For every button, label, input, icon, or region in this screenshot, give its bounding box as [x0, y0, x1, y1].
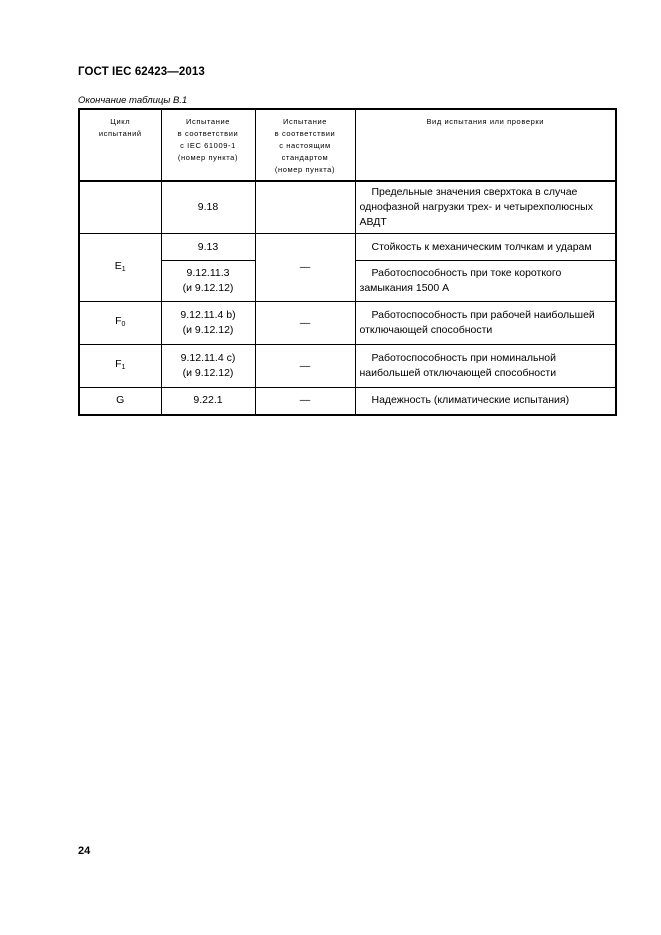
cell-iec: 9.22.1 — [161, 388, 255, 415]
header-std-line: с настоящим — [279, 141, 331, 150]
header-std-line: Испытание — [282, 117, 328, 126]
cell-iec — [161, 345, 255, 388]
cell-cycle: G — [79, 388, 161, 415]
header-iec-line: Испытание — [185, 117, 231, 126]
cell-kind-text: Работоспособность при номинальной наибольшей отключающей способности — [359, 352, 557, 379]
cell-std: — — [255, 234, 355, 302]
table-row — [79, 181, 616, 234]
cell-iec-line: 9.12.11.4 b) — [180, 309, 236, 321]
cell-kind-text: Работоспособность при токе короткого замыкания 1500 А — [359, 267, 562, 294]
cell-std: — — [255, 302, 355, 345]
table-header-row — [79, 109, 616, 181]
page-number: 24 — [78, 845, 91, 857]
cell-kind-text: Надежность (климатические испытания) — [371, 394, 570, 407]
header-iec-line: в соответствии — [177, 129, 239, 138]
cell-iec: 9.13 — [161, 234, 255, 261]
header-kind-line: Вид испытания или проверки — [426, 117, 545, 126]
table-caption: Окончание таблицы В.1 — [78, 95, 188, 106]
cycle-subscript: 1 — [121, 364, 126, 371]
cell-kind — [355, 345, 616, 388]
cell-kind — [355, 388, 616, 415]
cell-kind — [355, 302, 616, 345]
cell-cycle — [79, 181, 161, 234]
document-header: ГОСТ IEC 62423—2013 — [78, 66, 205, 78]
table-row — [79, 345, 616, 388]
cell-kind-text: Работоспособность при рабочей наибольшей отключающей способности — [359, 309, 595, 336]
cycle-subscript: 1 — [121, 265, 126, 273]
cell-iec-line: 9.12.11.3 — [186, 267, 230, 279]
cell-cycle — [79, 234, 161, 302]
cell-iec-line: (и 9.12.12) — [182, 324, 234, 336]
cell-cycle — [79, 345, 161, 388]
cell-iec-line: (и 9.12.12) — [182, 367, 234, 379]
cell-iec-line: (и 9.12.12) — [182, 282, 234, 294]
cell-iec: 9.18 — [161, 181, 255, 234]
cell-iec — [161, 302, 255, 345]
cell-iec — [161, 261, 255, 302]
header-std-line: стандартом — [281, 153, 329, 162]
header-standard-test — [255, 109, 355, 181]
header-test-kind — [355, 109, 616, 181]
cell-kind — [355, 234, 616, 261]
header-iec-line: (номер пункта) — [177, 153, 239, 162]
table-row — [79, 302, 616, 345]
cell-kind-text: Предельные значения сверхтока в случае однофазной нагрузки трех- и четырехполюсных АВДТ — [359, 186, 593, 228]
header-std-line: в соответствии — [274, 129, 336, 138]
cycle-subscript: 0 — [121, 321, 126, 328]
cell-cycle — [79, 302, 161, 345]
cell-std: — — [255, 388, 355, 415]
header-std-line: (номер пункта) — [274, 165, 336, 174]
table-row — [79, 234, 616, 261]
header-cycle-line: Цикл — [110, 117, 131, 126]
cell-kind — [355, 261, 616, 302]
cycle-letter: F — [115, 358, 122, 370]
header-iec-test — [161, 109, 255, 181]
cell-iec-line: 9.12.11.4 c) — [180, 352, 236, 364]
header-cycle — [79, 109, 161, 181]
header-cycle-line: испытаний — [98, 129, 142, 138]
cell-kind-text: Стойкость к механическим толчкам и ударам — [371, 240, 592, 253]
table-row — [79, 388, 616, 415]
header-iec-line: с IEC 61009-1 — [180, 141, 236, 150]
cell-std: — — [255, 345, 355, 388]
cell-std — [255, 181, 355, 234]
cell-kind — [355, 181, 616, 234]
cycle-letter: E — [114, 259, 122, 272]
cycle-letter: F — [115, 315, 122, 327]
test-cycle-table — [78, 108, 617, 416]
